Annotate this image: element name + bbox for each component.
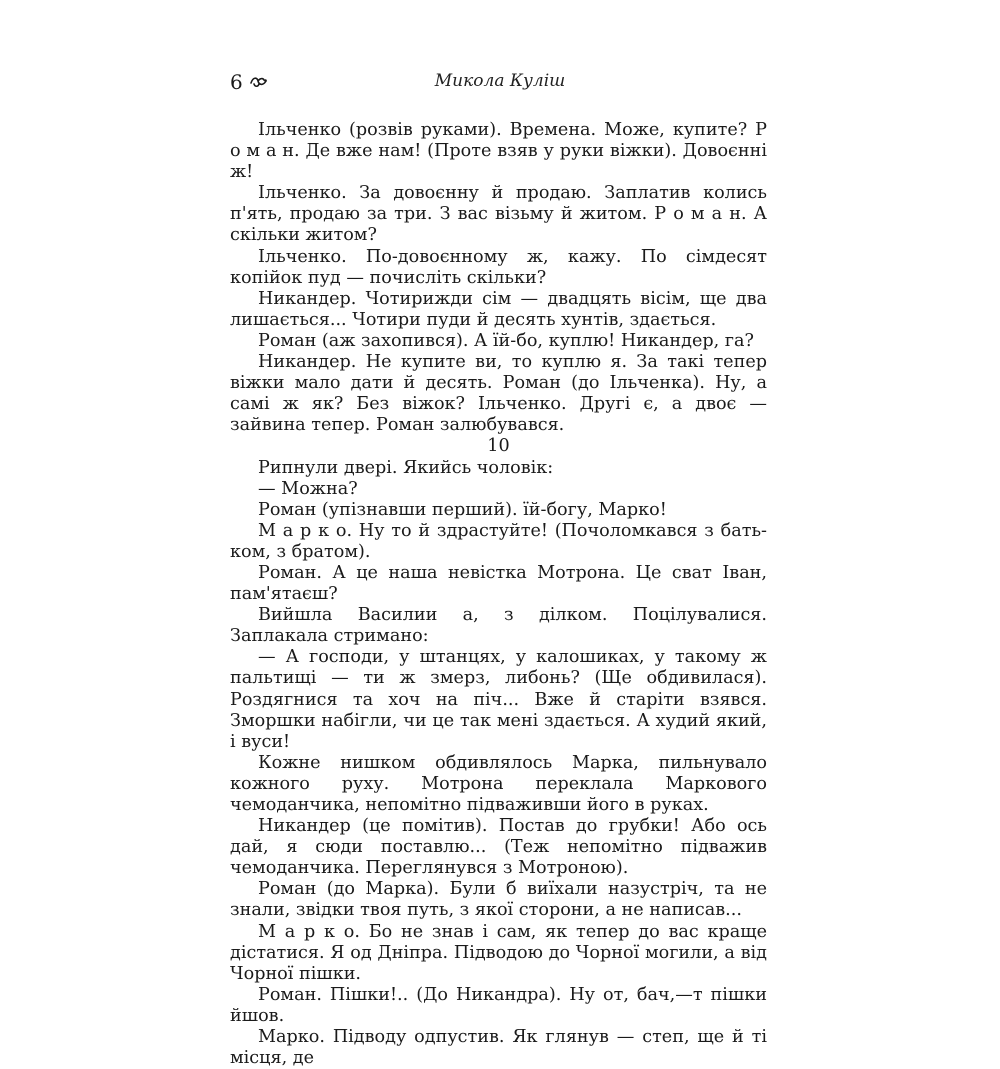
paragraph: Ільченко. По-довоєнному ж, кажу. По сімдесят копійок пуд — почисліть скільки? [230,246,767,288]
paragraph: Никандер (це помітив). Постав до грубки! Або ось дай, я сюди поставлю... (Теж непомітно підважив чемоданчика. Переглянувся з Мотроною). [230,816,767,879]
paragraph: Кожне нишком обдивлялось Марка, пильнувало кожного руху. Мотрона переклала Маркового чемоданчика, непомітно підваживши його в руках. [230,752,767,815]
paragraph: — Можна? [258,478,358,499]
paragraph: — А господи, у штанцях, у калошиках, у такому ж пальтищі — ти ж змерз, либонь? (Ще обдивилася). Роздягнися та хоч на піч... Вже й старіти взявся. Зморшки набігли, чи це так мені здається. А худий який, і вуси! [230,647,767,752]
paragraph: Марко. Підводу одпустив. Як глянув — степ, ще й ті місця, де [230,1027,767,1069]
paragraph: Никандер. Не купите ви, то куплю я. За такі тепер віжки мало дати й десять. Роман (до Ільченка). Ну, а самі ж як? Без віжок? Ільченко. Другі є, а двоє — зайвина тепер. Роман залюбувався. [230,352,767,436]
paragraph: Рипнули двері. Якийсь чоловік: [258,457,554,478]
paragraph: М а р к о. Ну то й здрастуйте! (Почоломкався з бать-ком, з братом). [230,520,767,562]
paragraph: Роман (до Марка). Були б виїхали назустріч, та не знали, звідки твоя путь, з якої сторони, а не написав... [230,879,767,921]
paragraph: Ільченко. За довоєнну й продаю. Заплатив колись п'ять, продаю за три. З вас візьму й житом. Р о м а н. А скільки житом? [230,183,767,246]
body-text [230,120,767,1069]
paragraph: Ільченко (розвів руками). Времена. Може, купите? Р о м а н. Де вже нам! (Проте взяв у руки віжки). Довоєнні ж! [230,120,767,183]
running-title: Микола Куліш [434,71,566,91]
paragraph: Вийшла Василии а, з ділком. Поцілувалися. Заплакала стримано: [230,605,767,647]
paragraph: Роман. Пішки!.. (До Никандра). Ну от, бач,—т пішки йшов. [230,984,767,1026]
paragraph: Роман (упізнавши перший). їй-богу, Марко! [258,499,667,520]
paragraph: Никандер. Чотирижди сім — двадцять вісім, ще два лишається... Чотири пуди й десять хунтів, здається. [230,288,767,330]
page-header [230,68,770,98]
paragraph: М а р к о. Бо не знав і сам, як тепер до вас краще дістатися. Я од Дніпра. Підводою до Чорної могили, а від Чорної пішки. [230,921,767,984]
page-number: 6 [230,70,243,94]
paragraph: Роман (аж захопився). А їй-бо, куплю! Никандер, га? [258,330,754,351]
paragraph: Роман. А це наша невістка Мотрона. Це сват Іван, пам'ятаєш? [230,562,767,605]
section-number: 10 [487,436,510,457]
